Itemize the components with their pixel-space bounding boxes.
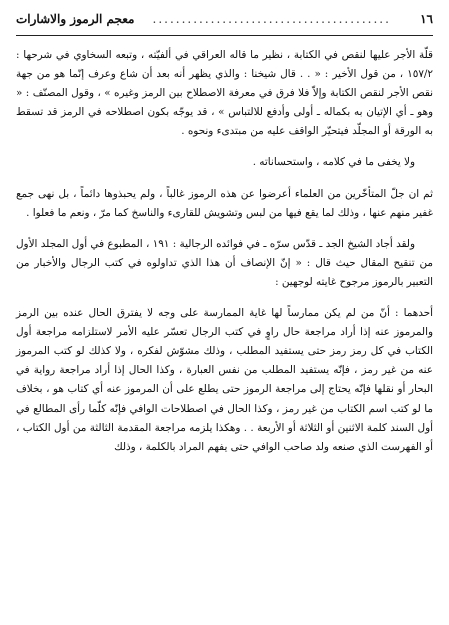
leader-dots: ......................................... xyxy=(152,12,391,26)
paragraph: قلّة الأجر عليها لنقص في الكتابة ، نظير ما قاله العراقي في ألفيّته ، وتبعه السخاوي في شرحها : ١٥٧/٢ ، من قول الأخير : « . . قال شيخنا : والذي يظهر أنه بعد أن شاع وعرف إنّما هو من جهة نقص الأجر لنقص الكتابة وإلاّ فلا فرق في معرفة الاصطلاح بين الرمز وغيره » ، وقول المصنّف : « وهو ـ أي الإتيان به بكماله ـ أولى وأدفع للالتباس » ، قد يوجّه بكون اصطلاحه في الرمز قد تسقط به الورقة أو المجلّد فيتحيّر الواقف عليه من مبتدىء ونحوه . xyxy=(16,49,433,138)
paragraph: ولقد أجاد الشيخ الجد ـ قدّس سرّه ـ في فوائده الرجالية : ١٩١ ، المطبوع في أول المجلد الأول من تنقيح المقال حيث قال : « إنّ الإنصاف أن هذا الذي تداولوه في كتب الرجال والأخبار من التعبير بالرموز مرجوح غايته لوجهين : xyxy=(16,237,433,288)
paragraph: ثم ان جلّ المتأخّرين من العلماء أعرضوا عن هذه الرموز غالباً ، ولم يحبذوها دائماً ، بل نهى جمع غفير منهم عنها ، وذلك لما يقع فيها من لبس وتشويش للقارىء والناسخ كما مرّ ، ونعم ما فعلوا . xyxy=(16,187,433,219)
paragraph: أحدهما : أنّ من لم يكن ممارساً لها غاية الممارسة على وجه لا يفترق الحال عنده بين الرمز والمرموز عنه إذا أراد مراجعة حال راوٍ في كتب الرجال تعسّر عليه الأمر لاستلزامه مراجعة أول الكتاب في كل رمز رمز حتى يستفيد المطلب ، وذلك مشوّش لفكره ، ولا كذلك لو كتب المرموز عنه من غير رمز ، فإنّه يستفيد المطلب من نفس العبارة ، وكذا الحال إذا أراد مراجعة رواية في البحار أو نقلها فإنّه يحتاج إلى مراجعة الرموز حتى يطلع على أن المرموز عنه أي كتاب هو ، بخلاف ما لو كتب اسم الكتاب من غير رمز ، وكذا الحال في اصطلاحات الوافي فإنّه كلّما رأى المطالع في أول السند كلمة الاثنين أو الثلاثة أو الأربعة . . وهكذا يلزمه مراجعة المقدمة الثالثة من أول الكتاب ، أو الفهرست الذي صنعه ولد صاحب الوافي حتى يفهم المراد بالكلمة ، وذلك xyxy=(16,307,433,453)
running-title: معجم الرموز والاشارات xyxy=(16,12,135,26)
body-text xyxy=(16,46,433,457)
header-rule xyxy=(16,35,433,36)
paragraph: ولا يخفى ما في كلامه ، واستحساناته . xyxy=(252,156,415,169)
page-number: ١٦ xyxy=(420,12,433,26)
running-header xyxy=(16,12,433,32)
